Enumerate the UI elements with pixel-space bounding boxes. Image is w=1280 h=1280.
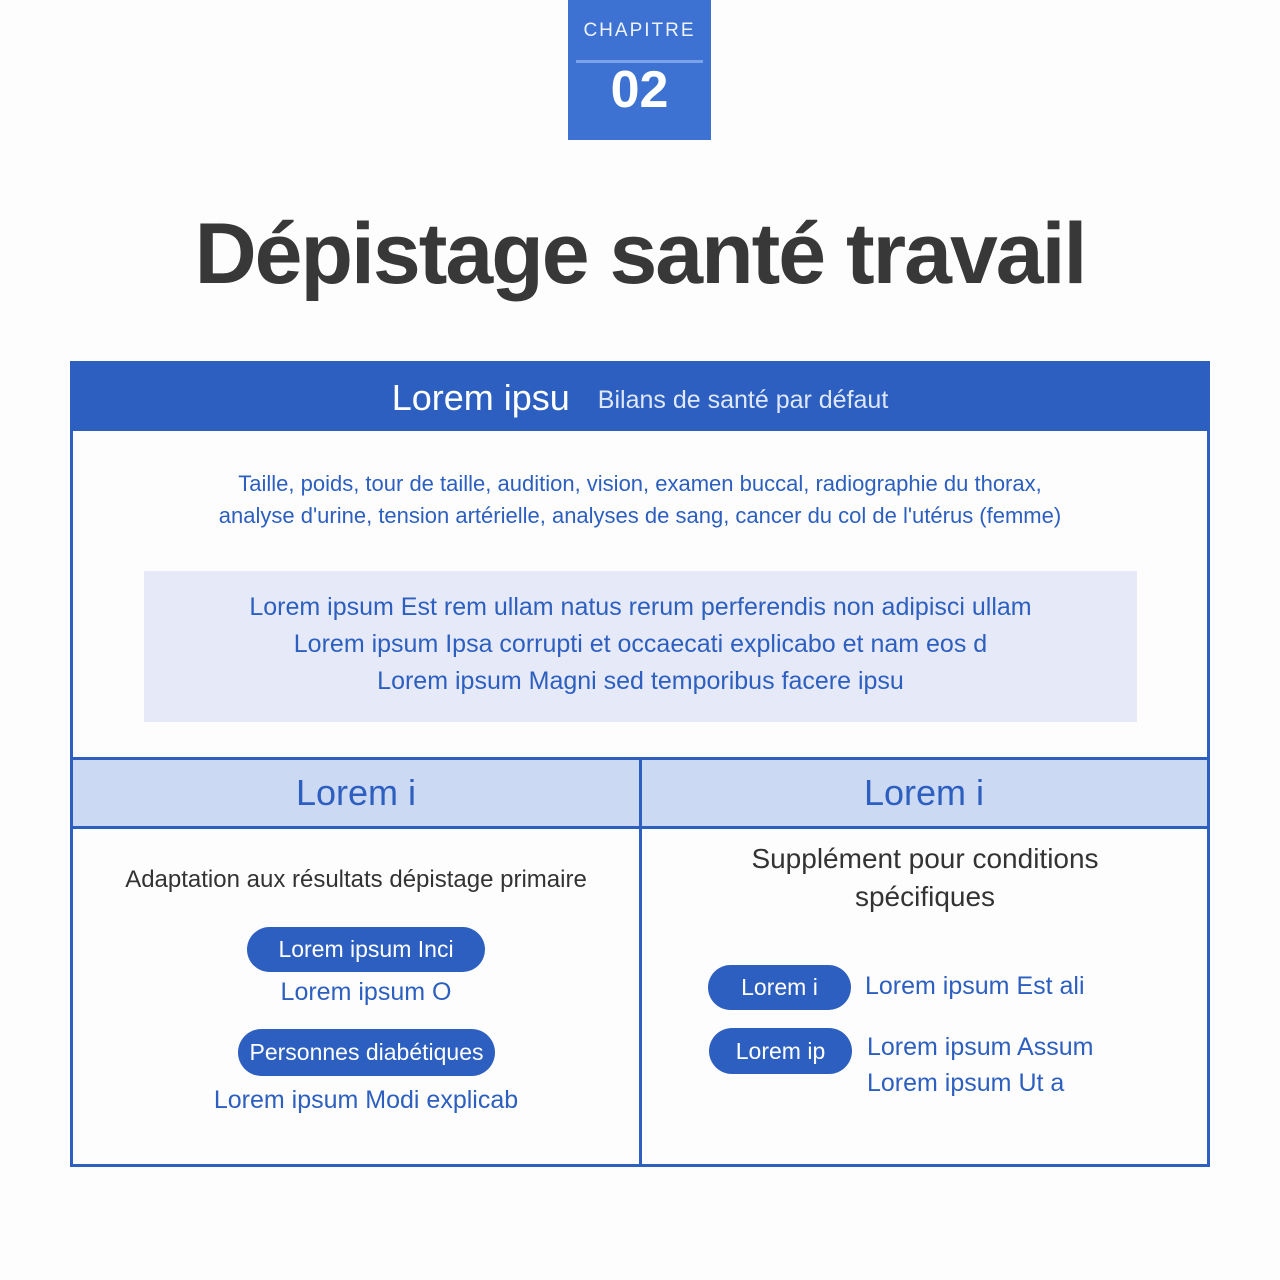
chapter-label: CHAPITRE xyxy=(583,20,696,41)
left-pill-1: Lorem ipsum Inci xyxy=(247,927,485,972)
header-subtitle: Bilans de santé par défaut xyxy=(597,386,889,414)
right-description-line: Supplément pour conditions xyxy=(751,843,1099,874)
default-checks-text xyxy=(73,468,1207,532)
highlight-line: Lorem ipsum Est rem ullam natus rerum perferendis non adipisci ullam xyxy=(249,593,1032,621)
highlight-box xyxy=(144,571,1137,722)
table-header xyxy=(73,364,1207,431)
chapter-badge xyxy=(568,0,711,140)
highlight-line: Lorem ipsum Magni sed temporibus facere ipsu xyxy=(377,667,904,695)
intro-line: Taille, poids, tour de taille, audition, vision, examen buccal, radiographie du thorax, xyxy=(238,471,1042,496)
right-item-text-1: Lorem ipsum Est ali xyxy=(865,972,1085,1000)
chapter-number: 02 xyxy=(610,61,669,119)
page-title: Dépistage santé travail xyxy=(194,206,1086,302)
header-title: Lorem ipsu xyxy=(391,376,570,418)
left-pill-2: Personnes diabétiques xyxy=(238,1029,495,1076)
left-column-heading: Lorem i xyxy=(295,772,417,813)
right-description xyxy=(642,840,1208,916)
screening-table xyxy=(70,361,1210,1167)
right-column-heading: Lorem i xyxy=(863,772,985,813)
left-item-text-1: Lorem ipsum O xyxy=(280,978,452,1006)
right-item-line: Lorem ipsum Ut a xyxy=(867,1069,1065,1097)
right-item-line: Lorem ipsum Assum xyxy=(867,1033,1094,1061)
intro-line: analyse d'urine, tension artérielle, analyses de sang, cancer du col de l'utérus (femme) xyxy=(218,503,1062,528)
left-item-text-2: Lorem ipsum Modi explicab xyxy=(213,1086,519,1114)
left-description: Adaptation aux résultats dépistage primaire xyxy=(125,866,587,893)
highlight-line: Lorem ipsum Ipsa corrupti et occaecati explicabo et nam eos d xyxy=(293,630,988,658)
right-pill-2: Lorem ip xyxy=(709,1028,852,1074)
right-item-text-2 xyxy=(867,1029,1093,1101)
right-pill-1: Lorem i xyxy=(708,965,851,1010)
right-description-line: spécifiques xyxy=(854,881,996,912)
